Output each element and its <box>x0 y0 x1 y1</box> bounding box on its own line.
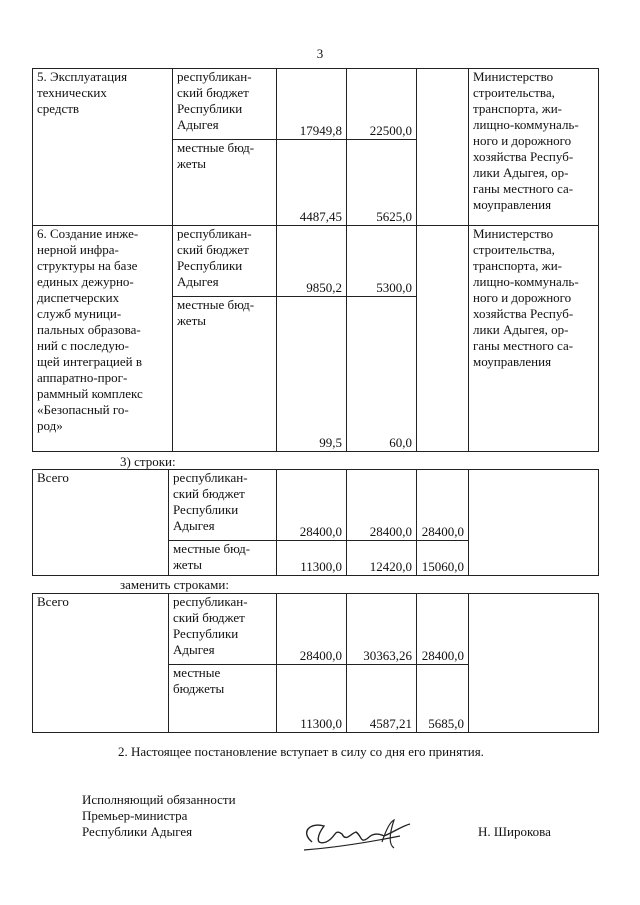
signatory-title-line-2: Премьер-министра <box>82 808 188 823</box>
new-republic-value-3: 28400,0 <box>417 594 469 665</box>
executor-line: лищно-коммуналь- <box>473 117 579 132</box>
funding-source-line: республикан- <box>173 594 248 609</box>
funding-source-line: жеты <box>173 557 202 572</box>
measure-name-line: аппаратно-прог- <box>37 370 128 385</box>
row5-local-value-2: 5625,0 <box>347 140 417 226</box>
new-republic-value-2: 30363,26 <box>347 594 417 665</box>
executor-line: лищно-коммуналь- <box>473 274 579 289</box>
measure-name-line: структуры на базе <box>37 258 138 273</box>
funding-source-line: Адыгея <box>177 274 219 289</box>
measure-name-line: диспетчерских <box>37 290 120 305</box>
executor-line: строительства, <box>473 242 555 257</box>
measure-name-line: 6. Создание инже- <box>37 226 139 241</box>
new-local-value-3: 5685,0 <box>417 665 469 733</box>
old-totals-empty-cell <box>469 470 599 576</box>
row6-source-republic <box>173 226 277 297</box>
old-republic-value-2: 28400,0 <box>347 470 417 541</box>
measures-table <box>32 68 599 452</box>
row5-local-value-1: 4487,45 <box>277 140 347 226</box>
row6-local-value-2: 60,0 <box>347 297 417 452</box>
row5-source-republic <box>173 69 277 140</box>
funding-source-line: республикан- <box>177 226 252 241</box>
funding-source-line: Адыгея <box>173 518 215 533</box>
executor-line: лики Адыгея, ор- <box>473 165 569 180</box>
old-local-value-2: 12420,0 <box>347 541 417 576</box>
handwritten-signature <box>290 812 420 860</box>
old-local-value-3: 15060,0 <box>417 541 469 576</box>
page-number: 3 <box>316 46 324 61</box>
measure-name-line: единых дежурно- <box>37 274 134 289</box>
funding-source-line: жеты <box>177 313 206 328</box>
signatory-name: Н. Широкова <box>478 824 551 839</box>
new-republic-value-1: 28400,0 <box>277 594 347 665</box>
funding-source-line: ский бюджет <box>177 242 249 257</box>
executor-line: строительства, <box>473 85 555 100</box>
funding-source-line: Адыгея <box>177 117 219 132</box>
clause-2: 2. Настоящее постановление вступает в силу со дня его принятия. <box>118 744 484 759</box>
measure-name-line: щей интеграцией в <box>37 354 142 369</box>
executor-line: Министерство <box>473 69 554 84</box>
measure-name-line: раммный комплекс <box>37 386 143 401</box>
executor-line: Министерство <box>473 226 554 241</box>
measure-name-line: пальных образова- <box>37 322 141 337</box>
measure-name-line: технических <box>37 85 107 100</box>
executor-line: транспорта, жи- <box>473 101 563 116</box>
funding-source-line: местные бюд- <box>177 140 255 155</box>
row5-republic-value-2: 22500,0 <box>347 69 417 140</box>
measure-name-line: служб муници- <box>37 306 122 321</box>
signatory-title <box>82 792 236 840</box>
new-totals-label: Всего <box>33 594 169 733</box>
lines-caption: 3) строки: <box>120 454 176 469</box>
new-totals-source-republic <box>169 594 277 665</box>
row5-executor <box>469 69 599 226</box>
row6-executor <box>469 226 599 452</box>
measure-name-line: ний с последую- <box>37 338 129 353</box>
replace-caption: заменить строками: <box>120 577 229 592</box>
row5-empty-cell <box>417 69 469 226</box>
funding-source-line: местные бюд- <box>173 541 251 556</box>
measure-name-line: «Безопасный го- <box>37 402 129 417</box>
executor-line: ного и дорожного <box>473 290 572 305</box>
executor-line: хозяйства Респуб- <box>473 149 574 164</box>
old-republic-value-1: 28400,0 <box>277 470 347 541</box>
executor-line: моуправления <box>473 197 552 212</box>
signatory-title-line-1: Исполняющий обязанности <box>82 792 236 807</box>
funding-source-line: Адыгея <box>173 642 215 657</box>
signatory-title-line-3: Республики Адыгея <box>82 824 193 839</box>
funding-source-line: ский бюджет <box>173 610 245 625</box>
executor-line: лики Адыгея, ор- <box>473 322 569 337</box>
executor-line: ганы местного са- <box>473 181 574 196</box>
executor-line: транспорта, жи- <box>473 258 563 273</box>
funding-source-line: ский бюджет <box>173 486 245 501</box>
row6-local-value-1: 99,5 <box>277 297 347 452</box>
funding-source-line: республикан- <box>177 69 252 84</box>
funding-source-line: местные <box>173 665 221 680</box>
new-totals-table <box>32 593 599 733</box>
executor-line: моуправления <box>473 354 552 369</box>
funding-source-line: жеты <box>177 156 206 171</box>
funding-source-line: Республики <box>177 258 243 273</box>
funding-source-line: республикан- <box>173 470 248 485</box>
measure-name-line: средств <box>37 101 80 116</box>
executor-line: хозяйства Респуб- <box>473 306 574 321</box>
measure-name-line: 5. Эксплуатация <box>37 69 128 84</box>
funding-source-line: Республики <box>173 626 239 641</box>
row6-source-local <box>173 297 277 452</box>
row6-empty-cell <box>417 226 469 452</box>
funding-source-line: бюджеты <box>173 681 225 696</box>
funding-source-line: ский бюджет <box>177 85 249 100</box>
old-local-value-1: 11300,0 <box>277 541 347 576</box>
executor-line: ганы местного са- <box>473 338 574 353</box>
row6-republic-value-2: 5300,0 <box>347 226 417 297</box>
old-totals-table <box>32 469 599 576</box>
row5-republic-value-1: 17949,8 <box>277 69 347 140</box>
old-totals-source-republic <box>169 470 277 541</box>
old-republic-value-3: 28400,0 <box>417 470 469 541</box>
measure-name-line: род» <box>37 418 63 433</box>
old-totals-source-local <box>169 541 277 576</box>
row6-measure-name <box>33 226 173 452</box>
row5-source-local <box>173 140 277 226</box>
row6-republic-value-1: 9850,2 <box>277 226 347 297</box>
new-local-value-1: 11300,0 <box>277 665 347 733</box>
old-totals-label: Всего <box>33 470 169 576</box>
new-totals-source-local <box>169 665 277 733</box>
funding-source-line: Республики <box>177 101 243 116</box>
funding-source-line: местные бюд- <box>177 297 255 312</box>
new-totals-empty-cell <box>469 594 599 733</box>
row5-measure-name <box>33 69 173 226</box>
measure-name-line: нерной инфра- <box>37 242 119 257</box>
new-local-value-2: 4587,21 <box>347 665 417 733</box>
funding-source-line: Республики <box>173 502 239 517</box>
executor-line: ного и дорожного <box>473 133 572 148</box>
